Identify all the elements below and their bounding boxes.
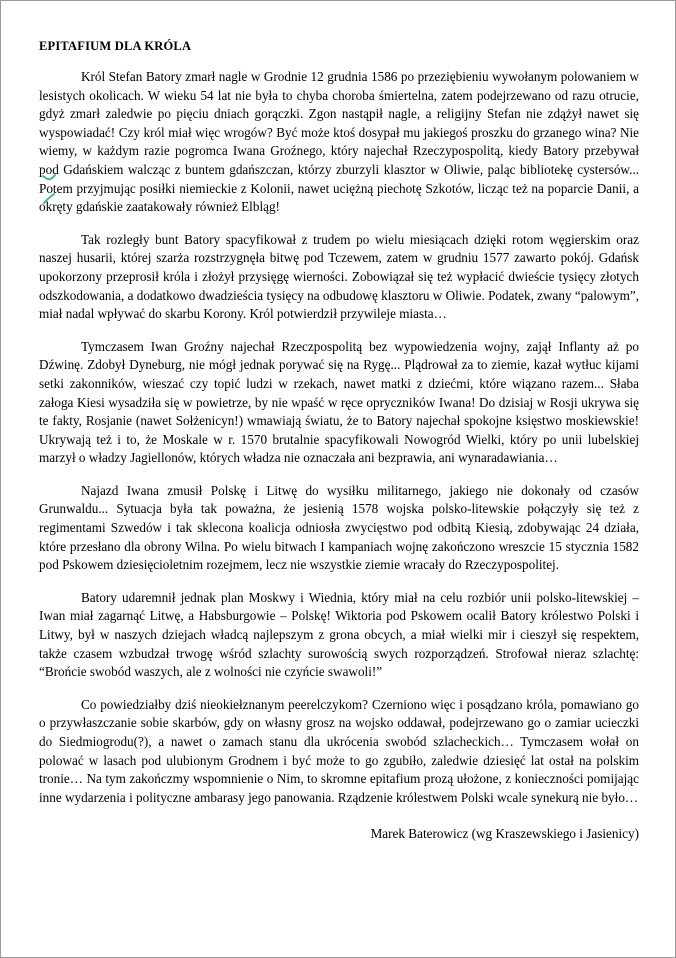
paragraph-3: Tymczasem Iwan Groźny najechał Rzeczpospolitą bez wypowiedzenia wojny, zajął Inflanty aż po Dźwinę. Zdobył Dyneburg, nie mógł jednak porywać się na Rygę... Plądrował za to ziemie, kazał wytłuc kijami setki zakonników, wieszać czy topić ludzi w rzekach, nawet matki z dziećmi, które wiązano razem... Słaba załoga Kiesi wysadziła się w powietrze, by nie wpaść w ręce opryczników Iwana! Do dzisiaj w Rosji ukrywa się te fakty, Rosjanie (nawet Sołżenicyn!) wmawiają światu, że to Batory najechał spokojne księstwo moskiewskie! Ukrywają też i to, że Moskale w r. 1570 brutalnie spacyfikowali Nowogród Wielki, który po unii lubelskiej marzył o władzy Jagiellonów, których władza nie oznaczała ani bezprawia, ani wynaradawiania…	[39, 338, 639, 466]
author-signature: Marek Baterowicz (wg Kraszewskiego i Jasienicy)	[370, 826, 639, 842]
paragraph-4: Najazd Iwana zmusił Polskę i Litwę do wysiłku militarnego, jakiego nie dokonały od czasów Grunwaldu... Sytuacja była tak poważna, że jesienią 1578 wojska polsko-litewskie połączyły się też z regimentami Szwedów i tak sklecona koalicja odniosła zwycięstwo pod odbitą Kiesią, zdobywając 24 działa, które przesłano dla obrony Wilna. Po wielu bitwach I kampaniach wojnę zakończono wreszcie 15 stycznia 1582 pod Pskowem dziesięcioletnim rozejmem, lecz nie wszystkie ziemie wracały do Rzeczypospolitej.	[39, 482, 639, 573]
paragraph-1: Król Stefan Batory zmarł nagle w Grodnie 12 grudnia 1586 po przeziębieniu wywołanym polowaniem w lesistych okolicach. W wieku 54 lat nie była to chyba choroba śmiertelna, zatem podejrzewano od razu otrucie, gdyż zmarł zaledwie po pięciu dniach gorączki. Zgon nastąpił nagle, a religijny Stefan nie zdążył nawet się wyspowiadać! Czy król miał więc wrogów? Być może ktoś dosypał mu jakiegoś proszku do grzanego wina? Nie wiemy, w każdym razie pogromca Iwana Groźnego, który najechał Rzeczypospolitą, kiedy Batory przebywał pod Gdańskiem walcząc z buntem gdańszczan, którzy zburzyli klasztor w Oliwie, paląc bibliotekę cystersów... Potem przyjmując posiłki niemieckie z Kolonii, nawet uciężną piechotę Szkotów, licząc też na poparcie Danii, a okręty gdańskie zaatakowały również Elbląg!	[39, 69, 639, 215]
paragraph-6: Co powiedziałby dziś nieokiełznanym peerelczykom? Czerniono więc i posądzano króla, pomawiano go o przywłaszczanie sobie skarbów, gdy on własny grosz na wojsko oddawał, podejrzewano go o zamiar ucieczki do Siedmiogrodu(?), a nawet o zamach stanu dla ukrócenia swobód szlacheckich… Tymczasem wołał on polować w lasach pod ulubionym Grodnem i być może to go zgubiło, zaledwie dziesięć lat ostał na polskim tronie… Na tym zakończmy wspomnienie o Nim, to skromne epitafium prozą ułożone, z konieczności pomijając inne wydarzenia i polityczne ambarasy jego panowania. Rządzenie królestwem Polski wcale synekurą nie było…	[39, 696, 639, 805]
page-title: EPITAFIUM DLA KRÓLA	[39, 39, 192, 53]
paragraph-2: Tak rozległy bunt Batory spacyfikował z trudem po wielu miesiącach dzięki rotom węgierskim oraz naszej husarii, której szarża rozstrzygnęła bitwę pod Tczewem, zatem w grudniu 1577 zawarto pokój. Gdańsk upokorzony przeprosił króla i złożył przysięgę wierności. Zobowiązał się też wypłacić dwieście tysięcy złotych odszkodowania, a dodatkowo dwadzieścia tysięcy na odbudowę klasztoru w Oliwie. Podatek, zwany “palowym”, miał nadal wpływać do skarbu Korony. Król potwierdził przywileje miasta…	[39, 231, 639, 322]
document-body	[39, 39, 639, 844]
paragraph-5: Batory udaremnił jednak plan Moskwy i Wiednia, który miał na celu rozbiór unii polsko-litewskiej – Iwan miał zagarnąć Litwę, a Habsburgowie – Polskę! Wiktoria pod Pskowem ocalił Batory królestwo Polski i Litwy, był w naszych dziejach władcą najlepszym z grona obcych, a miał wielki mir i cieszył się respektem, także czasem wzbudzał trwogę wśród szlachty surowością swych rozporządzeń. Strofował nieraz szlachtę: “Brońcie swobód waszych, ale z wolności nie czyńcie swawoli!”	[39, 589, 639, 680]
